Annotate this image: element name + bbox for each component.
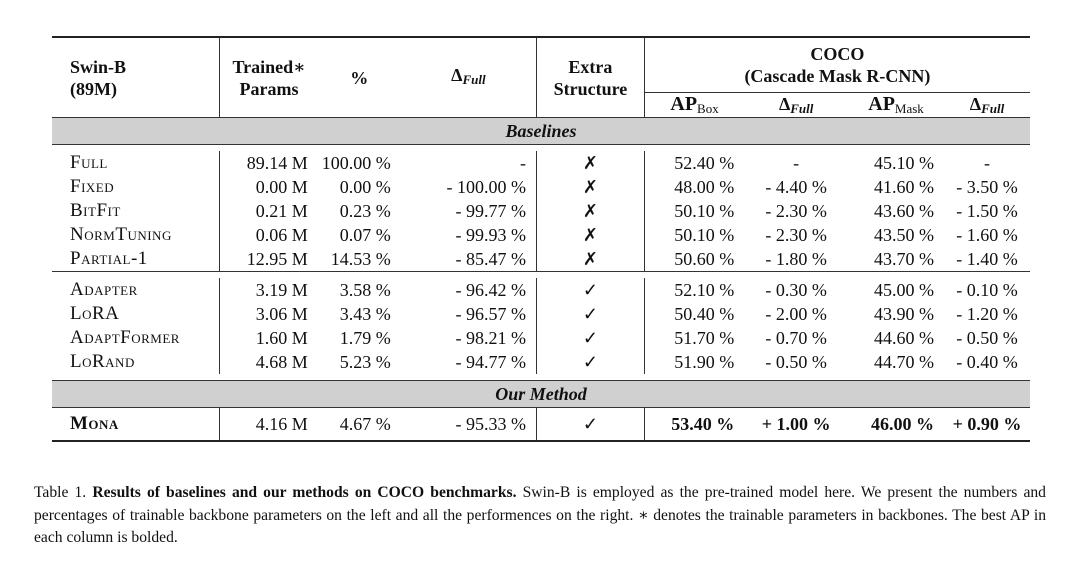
caption-bold: Results of baselines and our methods on COCO benchmarks. xyxy=(92,484,517,501)
param-percent: 14.53 % xyxy=(330,248,391,269)
delta-mask: - xyxy=(983,152,990,173)
caption-label: Table 1. xyxy=(34,484,87,501)
delta-full: - 95.33 % xyxy=(401,408,537,442)
table-row xyxy=(52,199,1030,223)
table-row xyxy=(52,151,1030,175)
param-percent: 0.23 % xyxy=(339,200,391,221)
delta-box: - 0.30 % xyxy=(765,279,827,300)
header-trained-line1: Trained∗ xyxy=(232,56,306,77)
ap-box: 50.40 % xyxy=(674,303,735,324)
ap-mask: 45.00 % xyxy=(873,279,934,300)
section-baselines xyxy=(52,118,1030,145)
delta-box: - 0.70 % xyxy=(765,327,827,348)
table-row xyxy=(52,350,1030,374)
header-model-name: Swin-B xyxy=(70,56,127,77)
header-percent: % xyxy=(318,37,401,118)
ap-mask: 43.50 % xyxy=(873,224,934,245)
table-row xyxy=(52,326,1030,350)
section-label-ours: Our Method xyxy=(52,381,1030,408)
baseline-group-1 xyxy=(52,151,1030,272)
ap-box: 51.70 % xyxy=(674,327,735,348)
results-table xyxy=(52,36,1030,442)
delta-full: - 99.93 % xyxy=(401,223,537,247)
ap-mask: 43.90 % xyxy=(873,303,934,324)
method-name: Full xyxy=(52,151,220,175)
extra-structure: ✗ xyxy=(537,175,645,199)
delta-sub: Full xyxy=(981,100,1005,116)
delta-mask: - 1.60 % xyxy=(956,224,1018,245)
trained-params: 0.06 M xyxy=(255,224,308,245)
delta-mask: - 0.10 % xyxy=(956,279,1018,300)
section-our-method xyxy=(52,381,1030,408)
trained-params: 12.95 M xyxy=(246,248,308,269)
header-delta-mask xyxy=(944,93,1030,118)
delta-sub: Full xyxy=(790,100,814,116)
header-delta-box xyxy=(744,93,848,118)
trained-params: 3.19 M xyxy=(255,279,308,300)
method-name: LoRA xyxy=(52,302,220,326)
trained-params: 0.00 M xyxy=(255,176,308,197)
delta-symbol: Δ xyxy=(451,65,463,85)
delta-mask: - 1.20 % xyxy=(956,303,1018,324)
ap-mask: 46.00 % xyxy=(848,408,944,442)
method-name: Fixed xyxy=(52,175,220,199)
header-coco xyxy=(644,37,1030,93)
table-row xyxy=(52,408,1030,442)
header-trained-line2: Params xyxy=(239,78,299,99)
delta-full: - 99.77 % xyxy=(401,199,537,223)
extra-structure: ✓ xyxy=(537,350,645,374)
delta-box: - xyxy=(793,152,800,173)
delta-box: - 2.00 % xyxy=(765,303,827,324)
delta-mask: - 0.40 % xyxy=(956,351,1018,372)
delta-box: - 2.30 % xyxy=(765,200,827,221)
param-percent: 5.23 % xyxy=(339,351,391,372)
delta-box: - 4.40 % xyxy=(765,176,827,197)
trained-params: 1.60 M xyxy=(255,327,308,348)
header-ap-mask xyxy=(848,93,944,118)
ap-box: 53.40 % xyxy=(644,408,744,442)
ap-box: 50.10 % xyxy=(674,224,735,245)
delta-sub: Full xyxy=(462,72,486,87)
delta-full: - 98.21 % xyxy=(401,326,537,350)
header-extra-line2: Structure xyxy=(553,78,628,99)
param-percent: 3.43 % xyxy=(339,303,391,324)
delta-mask: - 3.50 % xyxy=(956,176,1018,197)
table-row xyxy=(52,223,1030,247)
ap-box: 52.10 % xyxy=(674,279,735,300)
table-row xyxy=(52,175,1030,199)
ap-mask: 44.70 % xyxy=(873,351,934,372)
delta-mask: - 1.50 % xyxy=(956,200,1018,221)
param-percent: 4.67 % xyxy=(318,408,401,442)
trained-params: 4.68 M xyxy=(255,351,308,372)
param-percent: 3.58 % xyxy=(339,279,391,300)
ap-box: 51.90 % xyxy=(674,351,735,372)
delta-mask: - 0.50 % xyxy=(956,327,1018,348)
method-name: AdaptFormer xyxy=(52,326,220,350)
ap-mask: 45.10 % xyxy=(873,152,934,173)
param-percent: 1.79 % xyxy=(339,327,391,348)
ap-box-sub: Box xyxy=(697,101,719,116)
method-name: Adapter xyxy=(52,278,220,302)
delta-full: - xyxy=(401,151,537,175)
header-coco-title: COCO xyxy=(810,44,865,64)
delta-full: - 96.57 % xyxy=(401,302,537,326)
delta-full: - 94.77 % xyxy=(401,350,537,374)
delta-mask: - 1.40 % xyxy=(956,248,1018,269)
param-percent: 0.00 % xyxy=(339,176,391,197)
delta-box: + 1.00 % xyxy=(744,408,848,442)
header-model-size: (89M) xyxy=(70,78,117,99)
header-extra-line1: Extra xyxy=(568,56,613,77)
header-model xyxy=(52,37,220,118)
ap-mask: 43.60 % xyxy=(873,200,934,221)
ours-group xyxy=(52,408,1030,442)
header-extra-structure xyxy=(537,37,645,118)
header-delta-full xyxy=(401,37,537,118)
param-percent: 100.00 % xyxy=(321,152,391,173)
trained-params: 89.14 M xyxy=(246,152,308,173)
method-name: Partial-1 xyxy=(52,247,220,272)
delta-symbol: Δ xyxy=(778,93,791,114)
section-label-baselines: Baselines xyxy=(52,118,1030,145)
trained-params: 3.06 M xyxy=(255,303,308,324)
ap-label: AP xyxy=(868,93,895,115)
method-name: LoRand xyxy=(52,350,220,374)
delta-box: - 0.50 % xyxy=(765,351,827,372)
table-row xyxy=(52,278,1030,302)
delta-mask: + 0.90 % xyxy=(944,408,1030,442)
delta-box: - 1.80 % xyxy=(765,248,827,269)
table-row xyxy=(52,302,1030,326)
delta-full: - 96.42 % xyxy=(401,278,537,302)
header-row xyxy=(52,37,1030,93)
extra-structure: ✗ xyxy=(537,199,645,223)
extra-structure: ✗ xyxy=(537,247,645,272)
extra-structure: ✗ xyxy=(537,151,645,175)
extra-structure: ✗ xyxy=(537,223,645,247)
method-name: BitFit xyxy=(52,199,220,223)
ap-box: 50.60 % xyxy=(674,248,735,269)
ap-mask: 41.60 % xyxy=(873,176,934,197)
method-name: NormTuning xyxy=(52,223,220,247)
ap-mask-sub: Mask xyxy=(894,101,924,116)
caption-text: Swin-B is employed as the pre-trained model here. We present the numbers and percentages of trainable backbone parameters on the left and all the performences on the right. ∗ denotes the trainable parameters in backbones. The best AP in each column is bolded. xyxy=(34,484,1046,546)
ap-mask: 43.70 % xyxy=(873,248,934,269)
method-name: Mona xyxy=(52,408,220,442)
ap-label: AP xyxy=(670,93,698,115)
ap-box: 52.40 % xyxy=(674,152,735,173)
extra-structure: ✓ xyxy=(537,408,645,442)
extra-structure: ✓ xyxy=(537,302,645,326)
table-caption xyxy=(34,482,1046,550)
ap-box: 50.10 % xyxy=(674,200,735,221)
trained-params: 4.16 M xyxy=(220,408,318,442)
delta-full: - 100.00 % xyxy=(401,175,537,199)
baseline-group-2 xyxy=(52,278,1030,374)
header-coco-method: (Cascade Mask R-CNN) xyxy=(744,66,931,86)
header-ap-box xyxy=(644,93,744,118)
extra-structure: ✓ xyxy=(537,326,645,350)
trained-params: 0.21 M xyxy=(255,200,308,221)
delta-box: - 2.30 % xyxy=(765,224,827,245)
delta-full: - 85.47 % xyxy=(401,247,537,272)
param-percent: 0.07 % xyxy=(339,224,391,245)
ap-box: 48.00 % xyxy=(674,176,735,197)
delta-symbol: Δ xyxy=(969,93,982,114)
header-trained-params xyxy=(220,37,318,118)
extra-structure: ✓ xyxy=(537,278,645,302)
table-row xyxy=(52,247,1030,272)
ap-mask: 44.60 % xyxy=(873,327,934,348)
